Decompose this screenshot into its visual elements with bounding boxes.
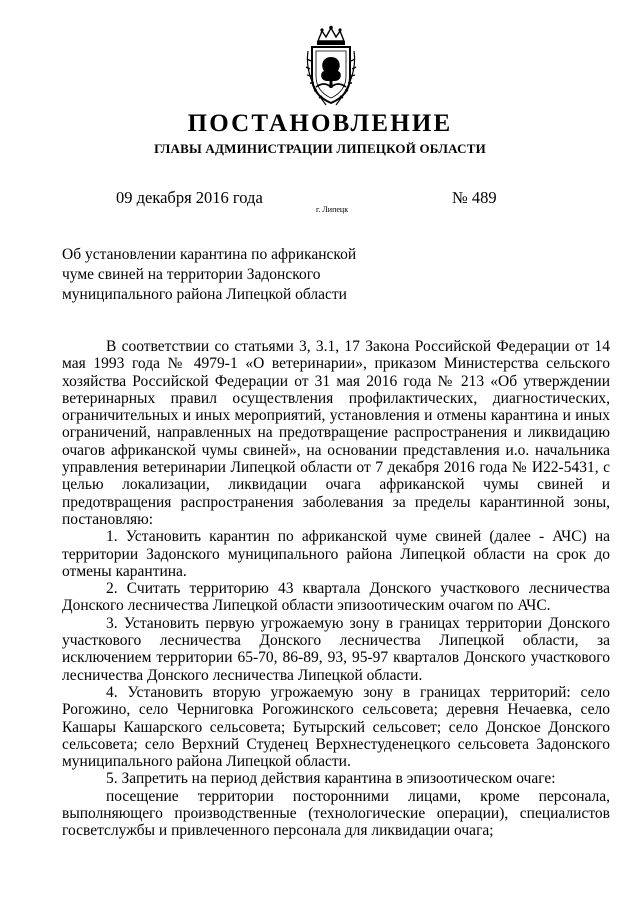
- clause-1-paragraph: 1. Установить карантин по африканской чуме свиней (далее - АЧС) на территории Задонского муниципального района Липецкой области на срок до отмены карантина.: [62, 528, 610, 580]
- document-body: [62, 338, 610, 840]
- preamble-paragraph: В соответствии со статьями 3, 3.1, 17 Закона Российской Федерации от 14 мая 1993 года № 4979-1 «О ветеринарии», приказом Министерства сельского хозяйства Российской Федерации от 31 мая 2016 года № 213 «Об утверждении ветеринарных правил осуществления профилактических, диагностических, ограничительных и иных мероприятий, установления и отмены карантина и иных ограничений, направленных на предотвращение распространения и ликвидацию очагов африканской чумы свиней», на основании представления и.о. начальника управления ветеринарии Липецкой области от 7 декабря 2016 года № И22-5431, с целью локализации, ликвидации очага африканской чумы свиней и предотвращения распространения заболевания за пределы карантинной зоны, постановляю:: [62, 338, 610, 528]
- clause-3-paragraph: 3. Установить первую угрожаемую зону в границах территории Донского участкового лесничества Донского лесничества Липецкой области, за исключением территории 65-70, 86-89, 93, 95-97 кварталов Донского участкового лесничества Донского лесничества Липецкой области.: [62, 614, 610, 684]
- document-date: 09 декабря 2016 года: [116, 188, 263, 207]
- lipetsk-coat-of-arms-icon: [302, 25, 360, 107]
- clause-4-paragraph: 4. Установить вторую угрожаемую зону в границах территорий: село Рогожино, село Черниговка Рогожинского сельсовета; деревня Нечаевка, село Кашары Кашарского сельсовета; Бутырский сельсовет; село Донское Донского сельсовета; село Верхний Студенец Верхнестуденецкого сельсовета Задонского муниципального района Липецкой области.: [62, 683, 610, 771]
- clause-5-paragraph: 5. Запретить на период действия карантина в эпизоотическом очаге:: [106, 770, 556, 788]
- clause-2-paragraph: 2. Считать территорию 43 квартала Донского участкового лесничества Донского лесничества Липецкой области эпизоотическим очагом по АЧС.: [62, 580, 610, 615]
- clause-5-item-paragraph: посещение территории посторонними лицами, кроме персонала, выполняющего производственные (технологические операции), специалистов госветслужбы и привлеченного персонала для ликвидации очага;: [62, 787, 610, 840]
- document-title: ПОСТАНОВЛЕНИЕ: [187, 110, 453, 137]
- document-subject: Об установлении карантина по африканской чуме свиней на территории Задонского муниципального района Липецкой области: [62, 246, 357, 303]
- document-number: № 489: [452, 188, 497, 207]
- document-city: г. Липецк: [316, 205, 349, 214]
- issuing-authority: ГЛАВЫ АДМИНИСТРАЦИИ ЛИПЕЦКОЙ ОБЛАСТИ: [154, 141, 486, 156]
